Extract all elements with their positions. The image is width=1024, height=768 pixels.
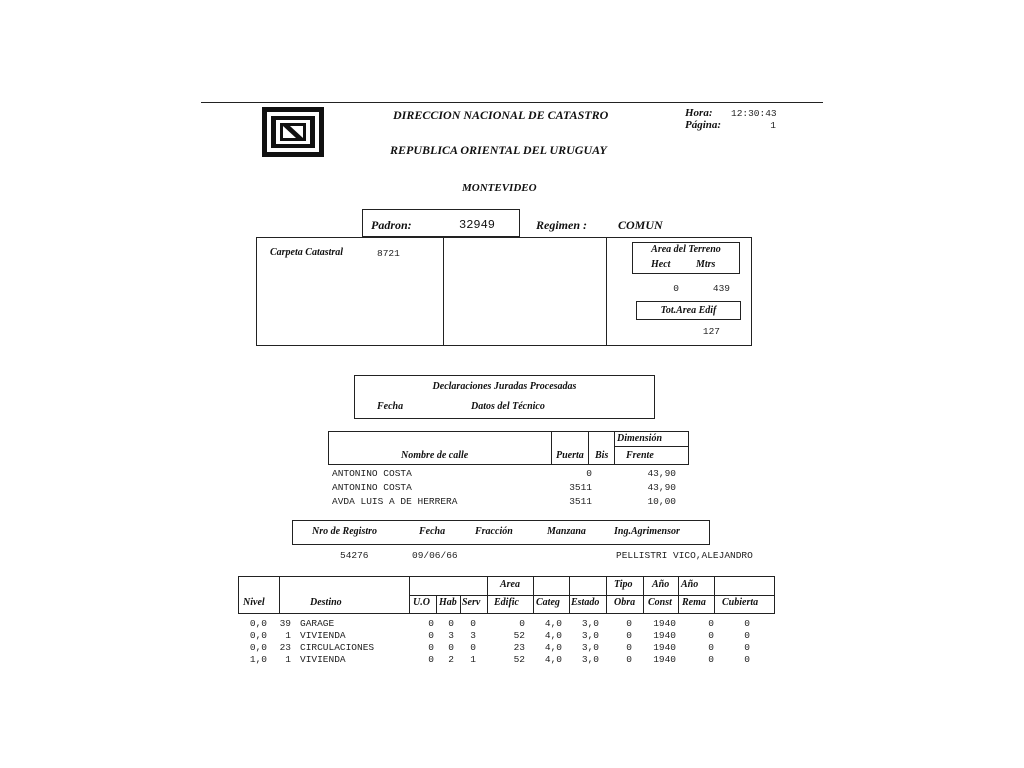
edif-label: Tot.Area Edif [660, 305, 717, 316]
padron-label: Padron: [371, 218, 412, 232]
cubierta-cell: 0 [744, 630, 750, 641]
calles-divider-bis [588, 431, 589, 465]
estado-cell: 3,0 [581, 642, 599, 653]
serv-cell: 0 [470, 618, 476, 629]
calles-dimension-rule [614, 446, 689, 447]
niveles-area-header-bottom: Edific [494, 597, 519, 608]
tipo-cell: 0 [626, 618, 632, 629]
calle-puerta: 0 [586, 468, 592, 479]
pagina-value: 1 [770, 120, 776, 131]
calles-divider-dimension [614, 431, 615, 465]
registro-fraccion-header: Fracción [475, 526, 513, 537]
area-cell: 52 [513, 654, 525, 665]
niveles-serv-header: Serv [462, 597, 481, 608]
rema-cell: 0 [708, 618, 714, 629]
destino-code-cell: 23 [279, 642, 291, 653]
destino-code-cell: 1 [285, 654, 291, 665]
niveles-area-header-top: Area [500, 579, 520, 590]
calles-bis-header: Bis [595, 450, 609, 461]
hab-cell: 0 [448, 642, 454, 653]
calle-frente: 43,90 [647, 482, 676, 493]
niveles-tipo-header-bottom: Obra [614, 597, 636, 608]
calle-puerta: 3511 [569, 482, 592, 493]
cubierta-cell: 0 [744, 618, 750, 629]
rema-cell: 0 [708, 630, 714, 641]
header-title-line2: REPUBLICA ORIENTAL DEL URUGUAY [390, 143, 607, 157]
calle-nombre: AVDA LUIS A DE HERRERA [332, 496, 458, 507]
edif-value: 127 [702, 326, 720, 337]
categ-cell: 4,0 [544, 630, 562, 641]
tipo-cell: 0 [626, 642, 632, 653]
const-cell: 1940 [653, 642, 676, 653]
calle-frente: 10,00 [647, 496, 676, 507]
registro-nro-header: Nro de Registro [312, 526, 377, 537]
catastro-logo [261, 106, 325, 158]
top-rule [201, 102, 823, 103]
mtrs-label: Mtrs [696, 259, 716, 270]
destino-code-cell: 39 [279, 618, 291, 629]
niveles-uo-header: U.O [413, 597, 430, 608]
area-cell: 23 [513, 642, 525, 653]
serv-cell: 1 [470, 654, 476, 665]
registro-nro-value: 54276 [340, 550, 369, 561]
niveles-rema-header-bottom: Rema [682, 597, 706, 608]
mtrs-value: 439 [712, 283, 730, 294]
destino-cell: VIVIENDA [300, 630, 346, 641]
serv-cell: 0 [470, 642, 476, 653]
regimen-value: COMUN [618, 218, 663, 232]
declaraciones-fecha-label: Fecha [377, 401, 404, 412]
niveles-col-divider [279, 576, 280, 614]
carpeta-divider-2 [606, 237, 607, 346]
nivel-cell: 1,0 [249, 654, 267, 665]
niveles-const-header-top: Año [652, 579, 670, 590]
calles-dimension-header: Dimensión [617, 433, 663, 444]
padron-value: 32949 [459, 218, 496, 232]
cubierta-cell: 0 [744, 654, 750, 665]
carpeta-value: 8721 [377, 248, 400, 259]
cubierta-cell: 0 [744, 642, 750, 653]
hora-value: 12:30:43 [731, 108, 777, 119]
niveles-estado-header: Estado [571, 597, 600, 608]
niveles-tipo-header-top: Tipo [614, 579, 633, 590]
estado-cell: 3,0 [581, 654, 599, 665]
hect-value: 0 [673, 283, 679, 294]
destino-cell: GARAGE [300, 618, 335, 629]
department: MONTEVIDEO [462, 182, 537, 194]
carpeta-divider-1 [443, 237, 444, 346]
categ-cell: 4,0 [544, 642, 562, 653]
calle-nombre: ANTONINO COSTA [332, 468, 412, 479]
registro-manzana-header: Manzana [547, 526, 586, 537]
destino-code-cell: 1 [285, 630, 291, 641]
niveles-nivel-header: Nivel [243, 597, 265, 608]
niveles-rema-header-top: Año [681, 579, 699, 590]
niveles-cubierta-header: Cubierta [722, 597, 759, 608]
calles-frente-header: Frente [626, 450, 654, 461]
categ-cell: 4,0 [544, 654, 562, 665]
uo-cell: 0 [428, 654, 434, 665]
const-cell: 1940 [653, 654, 676, 665]
destino-cell: CIRCULACIONES [300, 642, 375, 653]
estado-cell: 3,0 [581, 618, 599, 629]
pagina-label: Página: [685, 119, 722, 131]
niveles-hab-header: Hab [439, 597, 457, 608]
area-cell: 0 [519, 618, 525, 629]
uo-cell: 0 [428, 618, 434, 629]
tipo-cell: 0 [626, 654, 632, 665]
tipo-cell: 0 [626, 630, 632, 641]
nivel-cell: 0,0 [249, 618, 267, 629]
nivel-cell: 0,0 [249, 642, 267, 653]
niveles-col-divider [436, 595, 437, 614]
calle-frente: 43,90 [647, 468, 676, 479]
const-cell: 1940 [653, 630, 676, 641]
header-title-line1: DIRECCION NACIONAL DE CATASTRO [393, 108, 609, 122]
hab-cell: 2 [448, 654, 454, 665]
categ-cell: 4,0 [544, 618, 562, 629]
hab-cell: 0 [448, 618, 454, 629]
registro-agrimensor-value: PELLISTRI VICO,ALEJANDRO [616, 550, 753, 561]
hora-label: Hora: [685, 107, 713, 119]
registro-fecha-header: Fecha [419, 526, 446, 537]
niveles-destino-header: Destino [310, 597, 342, 608]
hab-cell: 3 [448, 630, 454, 641]
calles-divider-puerta [551, 431, 552, 465]
calles-nombre-header: Nombre de calle [401, 450, 469, 461]
niveles-header-rule [714, 595, 775, 596]
niveles-header-rule [409, 595, 714, 596]
uo-cell: 0 [428, 630, 434, 641]
hect-label: Hect [651, 259, 671, 270]
carpeta-label: Carpeta Catastral [270, 247, 344, 258]
niveles-const-header-bottom: Const [648, 597, 672, 608]
rema-cell: 0 [708, 642, 714, 653]
const-cell: 1940 [653, 618, 676, 629]
uo-cell: 0 [428, 642, 434, 653]
terreno-title: Area del Terreno [651, 244, 721, 255]
niveles-col-divider [460, 595, 461, 614]
registro-fecha-value: 09/06/66 [412, 550, 458, 561]
calle-nombre: ANTONINO COSTA [332, 482, 412, 493]
declaraciones-title: Declaraciones Juradas Procesadas [432, 381, 577, 392]
nivel-cell: 0,0 [249, 630, 267, 641]
estado-cell: 3,0 [581, 630, 599, 641]
rema-cell: 0 [708, 654, 714, 665]
calle-puerta: 3511 [569, 496, 592, 507]
area-cell: 52 [513, 630, 525, 641]
niveles-categ-header: Categ [536, 597, 560, 608]
registro-agrimensor-header: Ing.Agrimensor [614, 526, 680, 537]
calles-puerta-header: Puerta [556, 450, 584, 461]
serv-cell: 3 [470, 630, 476, 641]
declaraciones-tecnico-label: Datos del Técnico [471, 401, 545, 412]
regimen-label: Regimen : [536, 218, 587, 232]
destino-cell: VIVIENDA [300, 654, 346, 665]
